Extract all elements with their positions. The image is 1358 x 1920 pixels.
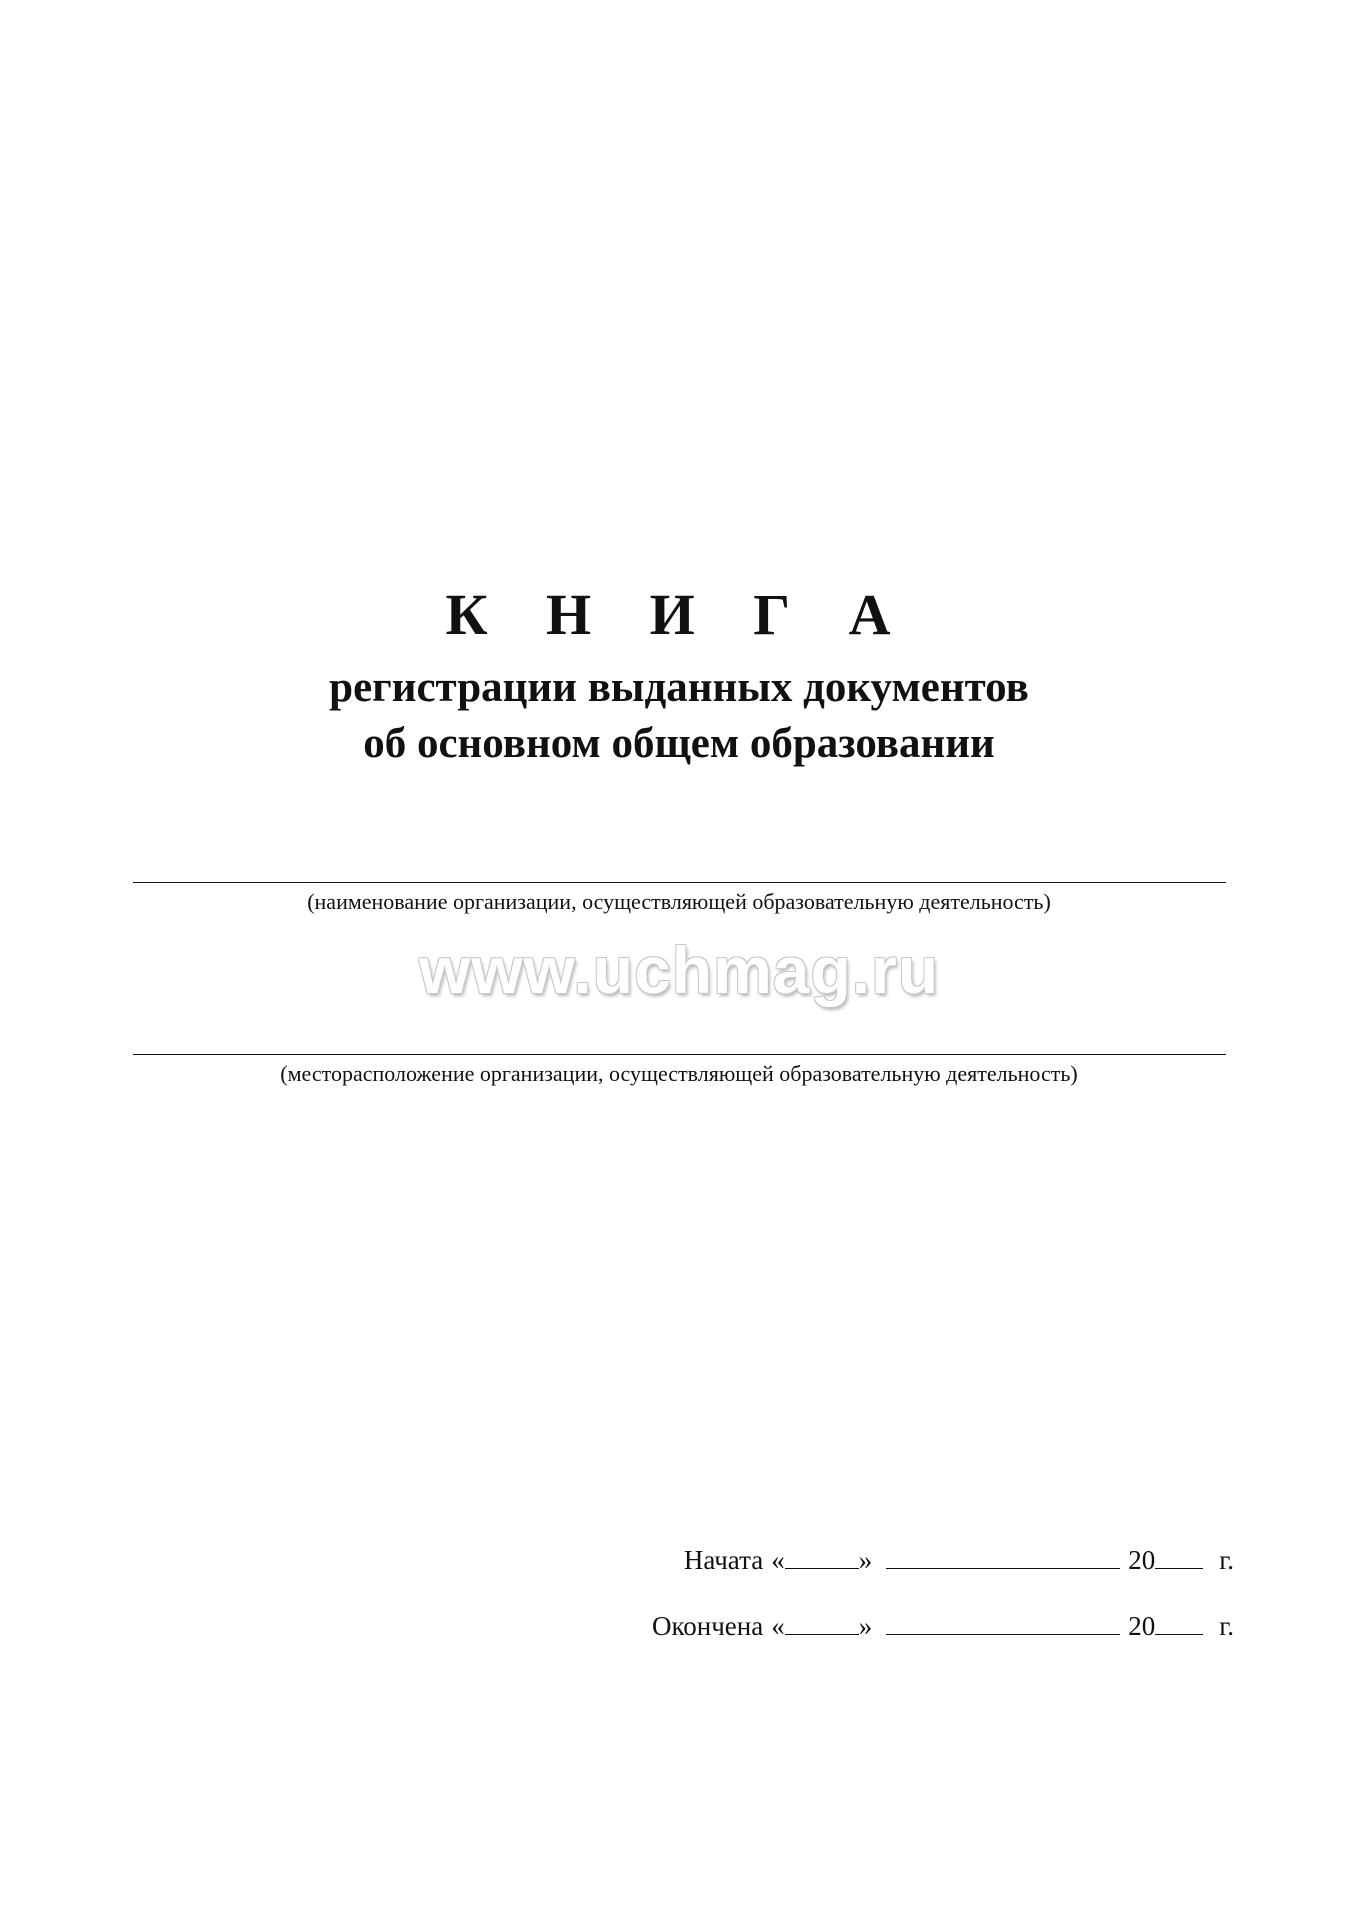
ended-date-row [652, 1609, 1234, 1643]
book-title: К Н И Г А [445, 582, 913, 647]
started-year-blank[interactable] [1155, 1544, 1203, 1569]
close-quote: » [858, 1611, 873, 1641]
organization-location-caption: (месторасположение организации, осуществляющей образовательную деятельность) [280, 1061, 1078, 1086]
ended-label: Окончена [652, 1611, 764, 1641]
subtitle-line-2: об основном общем образовании [363, 720, 995, 767]
organization-location-line [133, 1054, 1226, 1055]
watermark: www.uchmag.ru [418, 933, 940, 1007]
subtitle-line-1: регистрации выданных документов [329, 664, 1029, 711]
century-prefix: 20 [1128, 1545, 1156, 1575]
started-label: Начата [683, 1545, 764, 1575]
ended-year-blank[interactable] [1155, 1610, 1203, 1635]
open-quote: « [771, 1545, 785, 1575]
organization-name-line [133, 882, 1226, 883]
started-date-row [684, 1543, 1234, 1577]
century-prefix: 20 [1128, 1611, 1156, 1641]
ended-month-blank[interactable] [886, 1610, 1120, 1635]
year-suffix: г. [1219, 1611, 1234, 1641]
year-suffix: г. [1219, 1545, 1234, 1575]
started-day-blank[interactable] [785, 1544, 859, 1569]
started-month-blank[interactable] [886, 1544, 1120, 1569]
ended-day-blank[interactable] [785, 1610, 859, 1635]
open-quote: « [771, 1611, 785, 1641]
organization-name-caption: (наименование организации, осуществляющей образовательную деятельность) [307, 889, 1051, 914]
close-quote: » [858, 1545, 873, 1575]
